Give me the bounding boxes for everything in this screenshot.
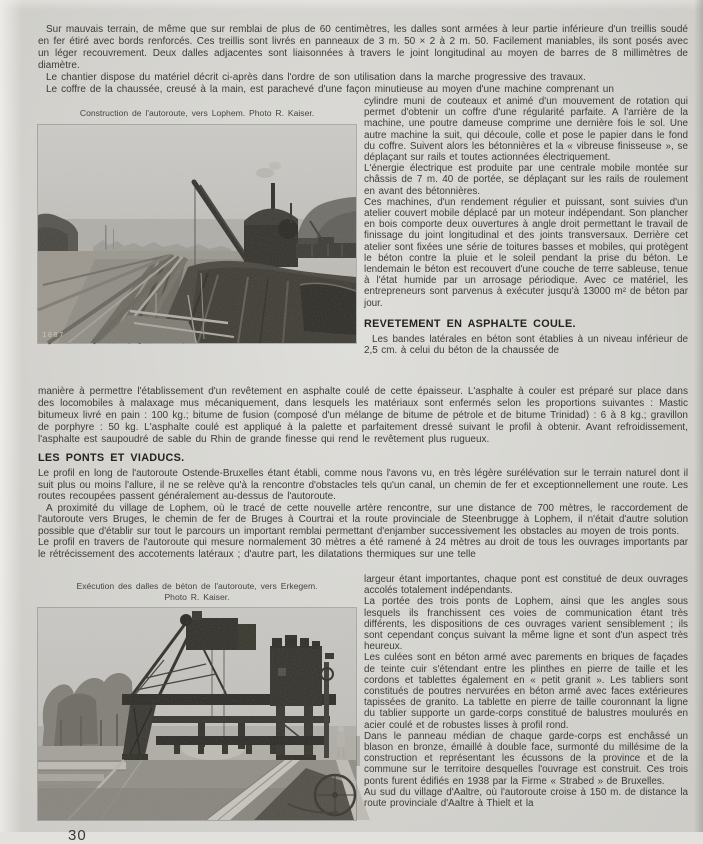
body-paragraph: manière à permettre l'établissement d'un revêtement en asphalte coulé de cette épaisseur. L'asphalte à couler est préparé sur place dans des locomobiles à malaxage mus mécaniquement, dans lesquels les matériaux sont enfermés selon les proportions suivantes : Mastic bitumeux livré en pain : 100 kg.; bitume de fusion (composé d'un mélange de bitume de pétrole et de bitume Trinidad) : 6 à 8 kg.; gravillon de porphyre : 50 kg. L'asphalte coulé est appliqué à la palette et parfaitement dressé suivant le profil à obtenir. Avant refroidissement, l'asphalte est saupoudré de sable du Rhin de grande finesse qui rend le revêtement plus rugueux. xyxy=(38,386,688,445)
body-paragraph: Les culées sont en béton armé avec parements en briques de façades de teinte cuir s'étendant entre les plinthes en pierre de taille et les cordons et tablettes également en « petit granit ». Les tabliers sont constitués de poutres nervurées en béton armé avec faces extérieures tapissées de granito. La tablette en pierre de taille couronnant la ligne du tablier supporte un garde-corps constitué de balustres moulurés en acier coulé et de robustes lisses à profil rond. xyxy=(364,652,688,731)
photo-construction-lophem xyxy=(38,125,356,343)
left-column-photo2 xyxy=(38,574,356,844)
section-heading-bridges: LES PONTS ET VIADUCS. xyxy=(38,452,185,464)
photo1-corner-mark: 1087 xyxy=(42,330,65,339)
body-paragraph: Au sud du village d'Aaltre, où l'autoroute croise à 150 m. de distance la route provinciale d'Aaltre à Thielt et la xyxy=(364,786,688,810)
intro-text-block xyxy=(38,24,688,96)
body-paragraph: A proximité du village de Lophem, où le tracé de cette nouvelle artère rencontre, sur une distance de 700 mètres, le raccordement de l'autoroute vers Bruges, le chemin de fer de Bruges à Courtrai et la route provinciale de Steenbrugge à Lophem, il n'était d'autre solution possible que d'établir sur tout le parcours un important remblai permettant d'enjamber successivement les obstacles au moyen de trois ponts. xyxy=(38,502,688,537)
body-paragraph: Dans le panneau médian de chaque garde-corps est enchâssé un blason en bronze, émaillé à double face, surmonté du millésime de la construction et représentant les écussons de la province et de la commune sur le territoire desquelles l'ouvrage est construit. Ces trois ponts furent édifiés en 1938 par la Firme « Strabed » de Bruxelles. xyxy=(364,730,688,787)
photo2-caption-line2: Photo R. Kaiser. xyxy=(164,591,230,602)
right-column-2 xyxy=(364,574,688,842)
photo2-caption xyxy=(44,581,350,602)
right-column-1 xyxy=(364,96,688,356)
intro-paragraph: Le chantier dispose du matériel décrit ci-après dans l'ordre de son utilisation dans la marche progressive des travaux. xyxy=(46,72,586,83)
body-paragraph: La portée des trois ponts de Lophem, ainsi que les angles sous lesquels ils franchissent ces voies de communication étant très différents, les dispositions de ces ouvrages varient sensiblement ; ils sont cependant conçus suivant la même ligne et sont d'un aspect très heureux. xyxy=(364,596,688,653)
left-column-photo1 xyxy=(38,96,356,343)
photo1-caption: Construction de l'autoroute, vers Lophem. Photo R. Kaiser. xyxy=(79,108,315,118)
bridges-text-block xyxy=(38,468,688,572)
body-paragraph: Le profil en long de l'autoroute Ostende-Bruxelles étant établi, comme nous l'avons vu, en très légère surélévation sur le terrain naturel dont il suit plus ou moins l'allure, il ne se relève qu'à la rencontre d'obstacles tels qu'un canal, un chemin de fer et exceptionnellement une route. Les routes recoupées passent généralement au-dessus de l'autoroute. xyxy=(38,468,688,502)
photo2-illustration xyxy=(38,608,356,820)
page-number: 30 xyxy=(68,827,87,844)
photo1-text-row xyxy=(38,96,688,384)
page-content xyxy=(38,24,688,844)
photo1-illustration xyxy=(38,125,356,343)
intro-paragraph: Le coffre de la chaussée, creusé à la main, est parachevé d'une façon minutieuse au moyen d'une machine comprenant un xyxy=(46,84,614,95)
body-paragraph: Les bandes latérales en béton sont établies à un niveau inférieur de 2,5 cm. à celui du béton de la chaussée de xyxy=(364,333,688,357)
photo2-caption-line1: Exécution des dalles de béton de l'autoroute, vers Erkegem. xyxy=(76,581,318,591)
photo-dalles-erkegem xyxy=(38,608,356,820)
asphalt-text-block xyxy=(38,386,688,446)
body-paragraph: cylindre muni de couteaux et animé d'un mouvement de rotation qui permet d'obtenir un coffre d'une régularité parfaite. A l'arrière de la machine, une poutre dameuse comprime une dernière fois le sol. Une autre machine la suit, qui découle, colle et pose le papier dans le fond du coffre. Suivent alors les bétonnières et la « vibreuse finisseuse », se déplaçant sur rails et toutes actionnées électriquement. xyxy=(364,96,688,164)
body-paragraph: largeur étant importantes, chaque pont est constitué de deux ouvrages accolés totalement indépendants. xyxy=(364,574,688,597)
body-paragraph: Le profil en travers de l'autoroute qui mesure normalement 30 mètres a été ramené à 24 mètres au droit de tous les ouvrages importants par le rétrécissement des accotements latéraux ; d'autre part, les dilatations thermiques sur une telle xyxy=(38,537,688,560)
intro-paragraph: Sur mauvais terrain, de même que sur remblai de plus de 60 centimètres, les dalles sont armées à leur partie inférieure d'un treillis soudé en fer étiré avec bords renforcés. Ces treillis sont livrés en panneaux de 3 m. 50 × 2 à 2 m. 50. Facilement maniables, ils sont posés avec un léger recouvrement. Deux dalles adjacentes sont liaisonnées à travers le joint longitudinal au moyen de barres de 8 millimètres de diamètre. xyxy=(38,24,688,71)
body-paragraph: Ces machines, d'un rendement régulier et puissant, sont suivies d'un atelier couvert mobile déplacé par un moteur indépendant. Son plancher en bois comporte deux ouvertures à angle droit permettant le travail de finissage du joint longitudinal et des joints transversaux. Derrière cet atelier sont fixées une série de toitures basses et mobiles, qui protègent le béton contre la pluie et le soleil pendant la prise du béton. Le lendemain le béton est recouvert d'une couche de terre sableuse, tenue à l'état humide par un arrosage périodique. Avec ce matériel, les entrepreneurs sont parvenus à exécuter jusqu'à 13000 m² de béton par jour. xyxy=(364,196,688,309)
photo2-text-row xyxy=(38,574,688,844)
section-heading-asphalt: REVETEMENT EN ASPHALTE COULE. xyxy=(364,317,576,330)
body-paragraph: L'énergie électrique est produite par une centrale mobile montée sur châssis de 7 m. 40 de portée, se déplaçant sur les rails de roulement en avant des bétonnières. xyxy=(364,163,688,197)
